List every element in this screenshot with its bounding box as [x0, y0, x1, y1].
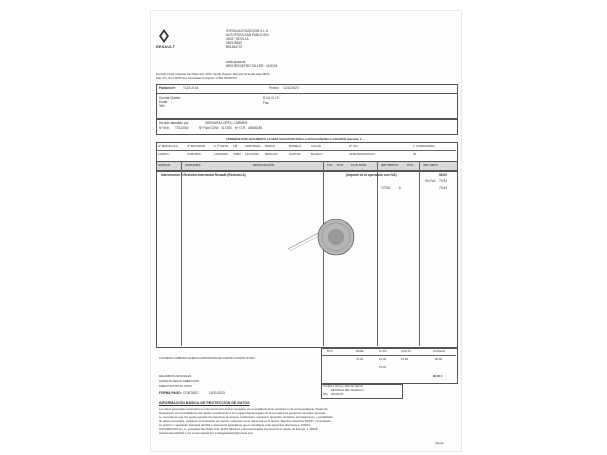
- vehicle-value-8: VF1RJA00X66XXXX: [349, 152, 375, 156]
- invoice-date: 13/11/2023: [283, 86, 299, 90]
- vehicle-header-1: Nº BASTIDOR: [187, 144, 206, 148]
- vehicle-header-0: Nº MATRICULA: [158, 144, 178, 148]
- delivery-value: TXU1062: [175, 126, 189, 130]
- summary-header-1: BASE: [356, 349, 364, 353]
- privacy-title: INFORMACIÓN BÁSICA DE PROTECCIÓN DE DATOS: [159, 401, 250, 405]
- col-designation: DESIGNACIÓN: [253, 163, 275, 167]
- payment-date: 13/11/2023: [209, 391, 225, 395]
- note-1: LOS PIEZAS CAMBIADAS QUEDAN A DISPOSICIÓN DEL CLIENTE DURANTE 15 DÍAS...: [159, 357, 257, 360]
- payment-label: FORMA PAGO:: [159, 391, 182, 395]
- col-flin: F.LIN.S/IVA: [351, 163, 367, 167]
- col-dept: DTO.: [337, 163, 345, 167]
- subtotal-label: Sin IVA: [425, 179, 436, 183]
- summary-divider: [321, 355, 456, 356]
- summary-header-3: CUOTA: [401, 349, 411, 353]
- total-label: TOTAL: [381, 186, 391, 190]
- dealer-name: SYRSA AUTOMOCION S.L.U.: [226, 29, 269, 33]
- summary-base-2: 79,34: [379, 365, 386, 369]
- summary-currency-total: 96,00 €: [433, 374, 443, 378]
- summary-to-pay: 96,00: [435, 357, 442, 361]
- summary-base: 79,34: [356, 357, 363, 361]
- vehicle-value-5: RENAULT: [265, 152, 278, 156]
- vehicle-value-2: 11/03/2020: [214, 152, 228, 156]
- vehicle-header-6: MODELO: [289, 144, 302, 148]
- vehicle-header-7: COLOR: [311, 144, 321, 148]
- summary-header-0: DTO.: [327, 349, 334, 353]
- dealer-registry: NRO.REGISTRO TALLER : 41/0024: [226, 64, 278, 68]
- id-label: D.N.I./C.I.F.:: [263, 96, 281, 100]
- privacy-p3: Le recordamos que Ud. puede ejercitar sus derechos de acceso, rectificación, supresión, oposición, limitación del tratamiento, y portabilidad: [159, 415, 333, 419]
- vehicle-divider: [156, 150, 456, 151]
- dealer-address1: AUTOPISTA SAN PABLO S/N: [226, 33, 269, 37]
- invoice-sheet: [150, 10, 462, 452]
- warranty-note: CONSERVE ESTE DOCUMENTO, LE SERÁ SOLICITADO PARA LA APLICACIÓN DE LA GARANTÍA (Garantía: 3 ...: [226, 138, 365, 141]
- attended-label: Ha sido atendido por:: [159, 121, 190, 125]
- vehicle-header-5: MARCA: [265, 144, 276, 148]
- vehicle-value-9: 4P: [413, 152, 417, 156]
- delivery-label: Nº Entr.: [159, 126, 170, 130]
- account-label: Cuenta Cliente:: [159, 96, 181, 100]
- col-net: IMP. NETO: [423, 163, 438, 167]
- vehicle-header-4: F.ENTRADA: [245, 144, 261, 148]
- dni-label: DNI:: [323, 393, 329, 396]
- privacy-p5: su petición y aportando fotocopia del DNI o documento equivalente que lo identifique a las siguientes direcciones: SYRSA: [159, 423, 311, 427]
- privacy-p6: AUTOMOCION S.L.U., Autopista San Pablo S/N, 41007 SEVILLA y Renault España Comercial S.A. (Avda. de Europa, 1, 28108: [159, 427, 318, 431]
- vehicle-header-8: Nº VIN: [349, 144, 358, 148]
- dni-value: 28700XXX: [331, 393, 344, 396]
- privacy-p4: de datos personales, mediante comunicación por escrito, indicando como referencia en el asunto "Ejercicio derechos RGPD", concretando: [159, 419, 331, 423]
- payment-method: CONTADO: [183, 391, 199, 395]
- dealer-address2: 41007 SEVILLA: [226, 37, 249, 41]
- fax-label: Fax:: [263, 101, 270, 105]
- amount-label: (Importe de la operación con IVA): [346, 173, 397, 177]
- col-dto: DTO.: [407, 163, 415, 167]
- col-pvp: IMP. BRUTO: [381, 163, 399, 167]
- legal-line1: Domicilio Fiscal: Autopista San Pablo S/N, 41007 Sevilla. Registro Mercantil de Sevilla Hoja SE216: [156, 73, 270, 76]
- note-3: GARANTÍA SEGÚN FABRICANTE: [159, 380, 200, 383]
- col-code: CÓDIGO: [158, 163, 171, 167]
- privacy-p1: Los datos personales contenidos en este documento fueron recogidos por el establecimiento vendedor en la correspondiente "Orden de: [159, 407, 328, 411]
- col-units: UNIDADES: [185, 163, 201, 167]
- vehicle-header-9: T. CARROCERIA: [413, 144, 435, 148]
- summary-tax-rate: 21,00: [379, 357, 386, 361]
- vehicle-value-7: BLANCO: [311, 152, 323, 156]
- customer-box: [156, 93, 458, 119]
- vehicle-pickup-label: RETIRADA DEL VEHÍCULO: [331, 389, 364, 392]
- dealer-phone2: B91384737: [226, 45, 243, 49]
- legal-line2: Folio 171, Tomo 5678 Libro Sociedades Inscripción 1ª B91 391384737: [156, 77, 237, 80]
- invoice-number-label: Factura Nº:: [159, 86, 176, 90]
- vehicle-value-1: VF1RJA00...: [187, 152, 203, 156]
- summary-header-4: A PAGAR: [433, 349, 446, 353]
- attended-by: VERGARA LOPEZ, CARMEN: [205, 121, 248, 125]
- col-tm: T.M.: [327, 163, 333, 167]
- olr-label: Nº O.R.: [235, 126, 246, 130]
- vehicle-value-0: 1235KXJ: [158, 152, 170, 156]
- vline-1: [181, 161, 182, 346]
- note-4: DIRECTOR POR SU VISITA: [159, 385, 192, 388]
- summary-header-2: % IVA: [379, 349, 387, 353]
- receipt-label: Conforme (firma y sello del cliente): [323, 385, 364, 388]
- vehicle-value-3: 73582: [233, 152, 241, 156]
- privacy-p7: Alcobendas-Madrid) o por correo electrónico a delegadodatos@renault.com.: [159, 431, 254, 435]
- subtotal-value: 79,34: [439, 179, 447, 183]
- total-qty: 6: [399, 186, 401, 190]
- note-2: RECAMBIOS ORIGINALES: [159, 375, 192, 378]
- brand-name: RENAULT: [156, 45, 176, 49]
- vehicle-header-3: KM: [233, 144, 238, 148]
- invoice-number: T123 2104: [183, 86, 199, 90]
- amount-value: 96,00: [439, 173, 447, 177]
- privacy-footer: Cliente: [435, 441, 444, 445]
- vline-3: [377, 161, 378, 346]
- total-amount: 79,34: [439, 186, 447, 190]
- order-value: 3L7250: [221, 126, 232, 130]
- renault-diamond-logo: [159, 29, 169, 43]
- summary-tax-amount: 16,66: [401, 357, 408, 361]
- vehicle-value-4: 13/11/2023: [245, 152, 259, 156]
- vehicle-header-2: F. 1ª MATR.: [214, 144, 229, 148]
- stamp-seal-icon: [286, 209, 366, 269]
- invoice-date-label: Fecha:: [269, 86, 279, 90]
- dealer-web: www.syrsa.es: [226, 60, 246, 64]
- privacy-p2: Reparación" con la finalidad de dar debido cumplimiento a los requerimientos legales de la normativa de protección de datos personal.: [159, 411, 326, 415]
- tel-label: Telf.:: [159, 104, 166, 108]
- dealer-phone1: 954926260: [226, 41, 242, 45]
- order-label: Nº Fact GOW: [199, 126, 219, 130]
- line-item: Intervención 6 Revisión Intermedia Renault (Revisión A): [161, 173, 246, 177]
- vline-4: [419, 161, 420, 346]
- olr-value: 45366180: [248, 126, 263, 130]
- vehicle-value-6: CAPTUR: [289, 152, 301, 156]
- email-label: Email:: [159, 100, 168, 104]
